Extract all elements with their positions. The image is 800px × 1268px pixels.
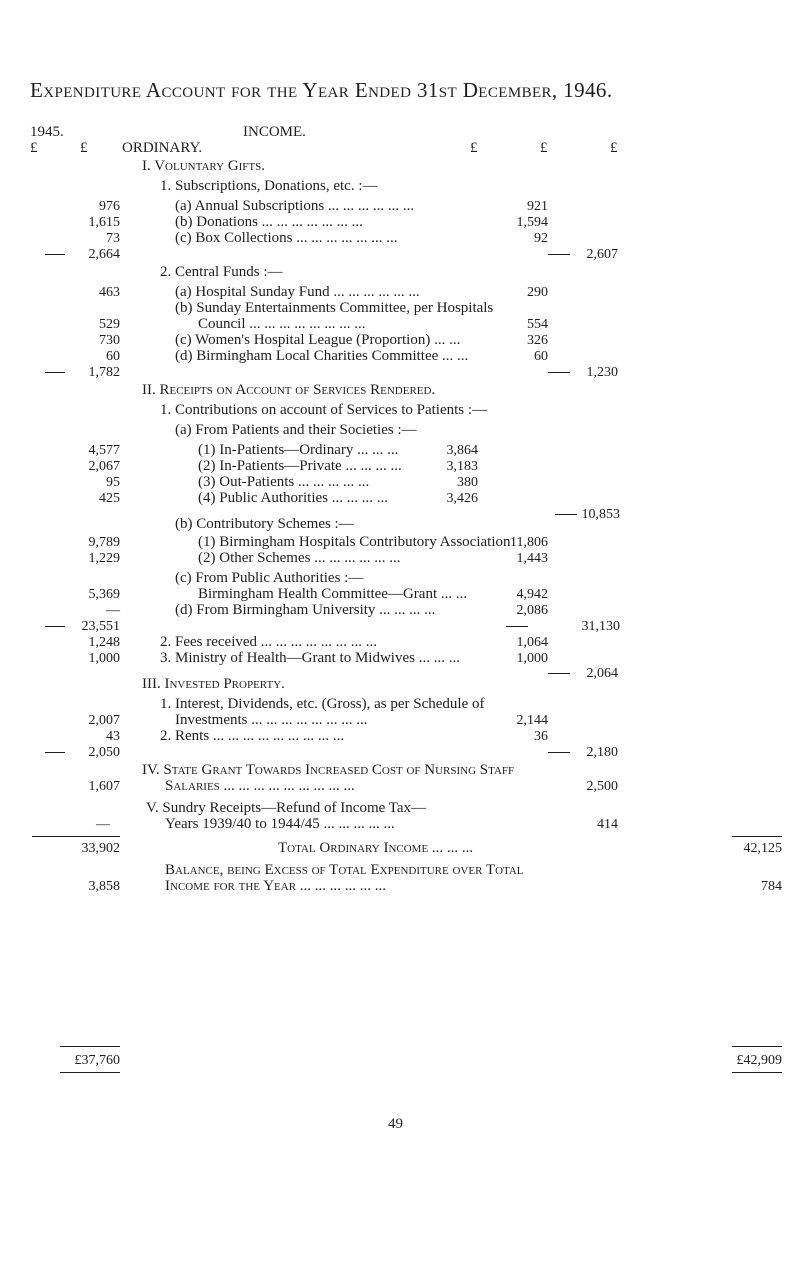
- prev-value: 60: [106, 349, 120, 364]
- current-subtotal: 2,180: [586, 745, 618, 760]
- total-rule: [732, 836, 782, 837]
- line-item: (b) Donations ... ... ... ... ... ... ...: [175, 214, 363, 230]
- grand-total-rule: [732, 1046, 782, 1047]
- line-item: (4) Public Authorities ... ... ... ...: [198, 490, 388, 506]
- dash-rule: [548, 254, 570, 255]
- prev-value: 1,229: [88, 551, 120, 566]
- current-subtotal: 2,607: [586, 247, 618, 262]
- total-rule: [32, 836, 120, 837]
- section-heading: III. Invested Property.: [142, 676, 285, 692]
- prev-value: 4,577: [88, 443, 120, 458]
- prev-value: 5,369: [88, 587, 120, 602]
- subheading: 1. Subscriptions, Donations, etc. :—: [160, 178, 378, 194]
- line-item: (a) Hospital Sunday Fund ... ... ... ... ... ...: [175, 284, 420, 300]
- prev-value: 1,607: [88, 779, 120, 794]
- current-subtotal: 1,230: [586, 365, 618, 380]
- dash-rule: [548, 372, 570, 373]
- prev-subtotal: 1,782: [88, 365, 120, 380]
- current-value: 921: [527, 199, 548, 214]
- current-value: 92: [534, 231, 548, 246]
- line-item: Salaries ... ... ... ... ... ... ... ... ...: [165, 778, 355, 794]
- line-item: (a) Annual Subscriptions ... ... ... ... ... ...: [175, 198, 415, 214]
- prev-subtotal: 2,664: [88, 247, 120, 262]
- line-item: (2) Other Schemes ... ... ... ... ... ...: [198, 550, 401, 566]
- line-item: (1) Birmingham Hospitals Contributory Association: [198, 534, 511, 550]
- pound-sign: £: [540, 140, 548, 156]
- current-value: 11,806: [510, 535, 548, 550]
- line-item: Council ... ... ... ... ... ... ... ...: [198, 316, 366, 332]
- current-value: 290: [527, 285, 548, 300]
- prev-value: —: [106, 603, 120, 618]
- current-value: 3,183: [446, 459, 478, 474]
- current-subtotal: 31,130: [581, 619, 620, 634]
- section-heading: IV. State Grant Towards Increased Cost of Nursing Staff: [142, 762, 515, 778]
- subheading: (d) From Birmingham University ... ... ... ...: [175, 602, 436, 618]
- prev-value: 2,007: [88, 713, 120, 728]
- section-heading: V. Sundry Receipts—Refund of Income Tax—: [146, 800, 427, 816]
- pound-sign: £: [30, 140, 38, 156]
- current-total: 42,125: [743, 841, 782, 856]
- subheading: (a) From Patients and their Societies :—: [175, 422, 417, 438]
- subheading: (b) Contributory Schemes :—: [175, 516, 354, 532]
- line-item: (c) Box Collections ... ... ... ... ... ... ...: [175, 230, 398, 246]
- current-balance: 784: [761, 879, 782, 894]
- balance-label: Income for the Year ... ... ... ... ... ...: [165, 878, 387, 894]
- prev-value: 425: [99, 491, 120, 506]
- page-number: 49: [388, 1116, 403, 1132]
- prev-grand-total: £37,760: [74, 1053, 120, 1068]
- prev-value: 2,067: [88, 459, 120, 474]
- subheading: (c) From Public Authorities :—: [175, 570, 364, 586]
- current-value: 4,942: [516, 587, 548, 602]
- subheading: 2. Central Funds :—: [160, 264, 283, 280]
- dash-rule: [45, 254, 65, 255]
- prev-total: 33,902: [81, 841, 120, 856]
- pound-sign: £: [80, 140, 88, 156]
- current-value: 2,086: [516, 603, 548, 618]
- current-value: 60: [534, 349, 548, 364]
- page-title: Expenditure Account for the Year Ended 31st December, 1946.: [30, 78, 613, 102]
- current-value: 3,426: [446, 491, 478, 506]
- current-subtotal: 10,853: [581, 507, 620, 522]
- dash-rule: [45, 372, 65, 373]
- prev-value: 730: [99, 333, 120, 348]
- current-value: 414: [597, 817, 618, 832]
- line-item: 2. Fees received ... ... ... ... ... ... ... ...: [160, 634, 378, 650]
- current-value: 554: [527, 317, 548, 332]
- current-value: 3,864: [446, 443, 478, 458]
- prev-value: 1,000: [88, 651, 120, 666]
- ordinary-heading: ORDINARY.: [122, 140, 203, 156]
- dash-rule: [548, 673, 570, 674]
- grand-total-rule: [732, 1072, 782, 1073]
- prev-value: 95: [106, 475, 120, 490]
- prev-value: —: [96, 817, 110, 832]
- pound-sign: £: [470, 140, 478, 156]
- line-item: 1. Interest, Dividends, etc. (Gross), as per Schedule of: [160, 696, 485, 712]
- current-value: 326: [527, 333, 548, 348]
- prev-value: 529: [99, 317, 120, 332]
- total-label: Total Ordinary Income ... ... ...: [278, 840, 474, 856]
- current-value: 2,500: [586, 779, 618, 794]
- line-item: Years 1939/40 to 1944/45 ... ... ... ... ...: [165, 816, 395, 832]
- prev-year-label: 1945.: [30, 124, 64, 140]
- prev-value: 43: [106, 729, 120, 744]
- section-heading: I. Voluntary Gifts.: [142, 158, 266, 174]
- dash-rule: [548, 752, 570, 753]
- subheading: 1. Contributions on account of Services to Patients :—: [160, 402, 488, 418]
- prev-subtotal: 2,050: [88, 745, 120, 760]
- current-value: 1,594: [516, 215, 548, 230]
- income-heading: INCOME.: [243, 124, 306, 140]
- dash-rule: [555, 514, 577, 515]
- current-subtotal: 2,064: [586, 666, 618, 681]
- prev-value: 463: [99, 285, 120, 300]
- line-item: (b) Sunday Entertainments Committee, per Hospitals: [175, 300, 494, 316]
- line-item: 3. Ministry of Health—Grant to Midwives ... ... ...: [160, 650, 460, 666]
- prev-value: 1,248: [88, 635, 120, 650]
- prev-balance: 3,858: [88, 879, 120, 894]
- line-item: (d) Birmingham Local Charities Committee ... ...: [175, 348, 469, 364]
- line-item: Birmingham Health Committee—Grant ... ...: [198, 586, 468, 602]
- line-item: 2. Rents ... ... ... ... ... ... ... ... ...: [160, 728, 345, 744]
- dash-rule: [506, 626, 528, 627]
- current-value: 36: [534, 729, 548, 744]
- prev-value: 9,789: [88, 535, 120, 550]
- grand-total-rule: [60, 1046, 120, 1047]
- line-item: (2) In-Patients—Private ... ... ... ...: [198, 458, 402, 474]
- balance-label: Balance, being Excess of Total Expenditure over Total: [165, 862, 524, 878]
- current-value: 1,000: [516, 651, 548, 666]
- line-item: (c) Women's Hospital League (Proportion) ... ...: [175, 332, 461, 348]
- current-value: 1,064: [516, 635, 548, 650]
- prev-value: 976: [99, 199, 120, 214]
- prev-value: 1,615: [88, 215, 120, 230]
- line-item: (3) Out-Patients ... ... ... ... ...: [198, 474, 370, 490]
- line-item: Investments ... ... ... ... ... ... ... ...: [175, 712, 368, 728]
- dash-rule: [45, 626, 65, 627]
- dash-rule: [45, 752, 65, 753]
- current-value: 380: [457, 475, 478, 490]
- current-value: 1,443: [516, 551, 548, 566]
- line-item: (1) In-Patients—Ordinary ... ... ...: [198, 442, 399, 458]
- prev-value: 73: [106, 231, 120, 246]
- current-grand-total: £42,909: [736, 1053, 782, 1068]
- prev-subtotal: 23,551: [81, 619, 120, 634]
- grand-total-rule: [60, 1072, 120, 1073]
- section-heading: II. Receipts on Account of Services Rendered.: [142, 382, 436, 398]
- pound-sign: £: [610, 140, 618, 156]
- current-value: 2,144: [516, 713, 548, 728]
